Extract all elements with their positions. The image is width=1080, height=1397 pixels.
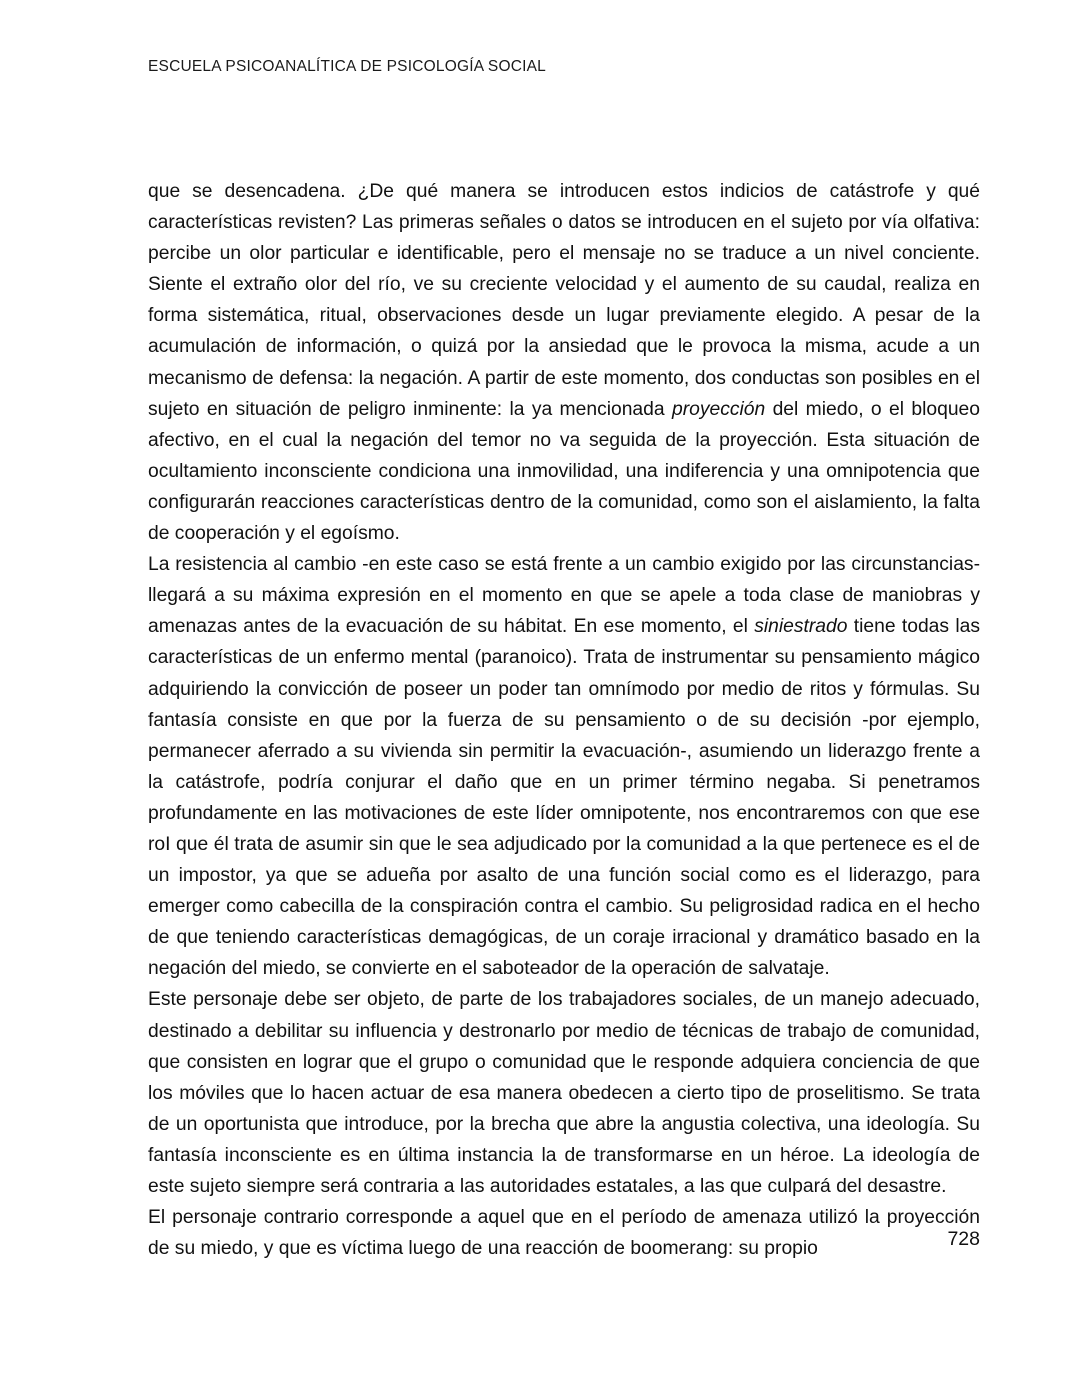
paragraph: Este personaje debe ser objeto, de parte de los trabajadores sociales, de un manejo adecuado, destinado a debilitar su influencia y destronarlo por medio de técnicas de trabajo de comunidad, que consisten en lograr que el grupo o comunidad que le responde adquiera conciencia de que los móviles que lo hacen actuar de esa manera obedecen a cierto tipo de proselitismo. Se trata de un oportunista que introduce, por la brecha que abre la angustia colectiva, una ideología. Su fantasía inconsciente es en última instancia la de transformarse en un héroe. La ideología de este sujeto siempre será contraria a las autoridades estatales, a las que culpará del desastre. [148, 989, 980, 1197]
paragraph: La resistencia al cambio -en este caso se está frente a un cambio exigido por las circunstancias- llegará a su máxima expresión en el momento en que se apele a toda clase de maniobras y amenazas antes de la evacuación de su hábitat. En ese momento, el siniestrado tiene todas las características de un enfermo mental (paranoico). Trata de instrumentar su pensamiento mágico adquiriendo la convicción de poseer un poder tan omnímodo por medio de ritos y fórmulas. Su fantasía consiste en que por la fuerza de su pensamiento o de su decisión -por ejemplo, permanecer aferrado a su vivienda sin permitir la evacuación-, asumiendo un liderazgo frente a la catástrofe, podría conjurar el daño que en un primer término negaba. Si penetramos profundamente en las motivaciones de este líder omnipotente, nos encontraremos con que ese roI que él trata de asumir sin que le sea adjudicado por la comunidad a la que pertenece es el de un impostor, ya que se adueña por asalto de una función social como es el liderazgo, para emerger como cabecilla de la conspiración contra el cambio. Su peligrosidad radica en el hecho de que teniendo características demagógicas, de un coraje irracional y dramático basado en la negación del miedo, se convierte en el saboteador de la operación de salvataje. [148, 554, 980, 980]
running-head: ESCUELA PSICOANALÍTICA DE PSICOLOGÍA SOCIAL [148, 58, 546, 75]
page-number: 728 [947, 1228, 980, 1250]
body-text-block [148, 176, 980, 1264]
paragraph: que se desencadena. ¿De qué manera se introducen estos indicios de catástrofe y qué características revisten? Las primeras señales o datos se introducen en el sujeto por vía olfativa: percibe un olor particular e identificable, pero el mensaje no se traduce a un nivel conciente. Siente el extraño olor del río, ve su creciente velocidad y el aumento de su caudal, realiza en forma sistemática, ritual, observaciones desde un lugar previamente elegido. A pesar de la acumulación de información, o quizá por la ansiedad que le provoca la misma, acude a un mecanismo de defensa: la negación. A partir de este momento, dos conductas son posibles en el sujeto en situación de peligro inminente: la ya mencionada proyección del miedo, o el bloqueo afectivo, en el cual la negación del temor no va seguida de la proyección. Esta situación de ocultamiento inconsciente condiciona una inmovilidad, una indiferencia y una omnipotencia que configurarán reacciones características dentro de la comunidad, como son el aislamiento, la falta de cooperación y el egoísmo. [148, 181, 980, 545]
emphasis-term: proyección [671, 398, 766, 420]
emphasis-term: siniestrado [754, 616, 848, 638]
paragraph: El personaje contrario corresponde a aquel que en el período de amenaza utilizó la proyección de su miedo, y que es víctima luego de una reacción de boomerang: su propio [148, 1207, 980, 1260]
